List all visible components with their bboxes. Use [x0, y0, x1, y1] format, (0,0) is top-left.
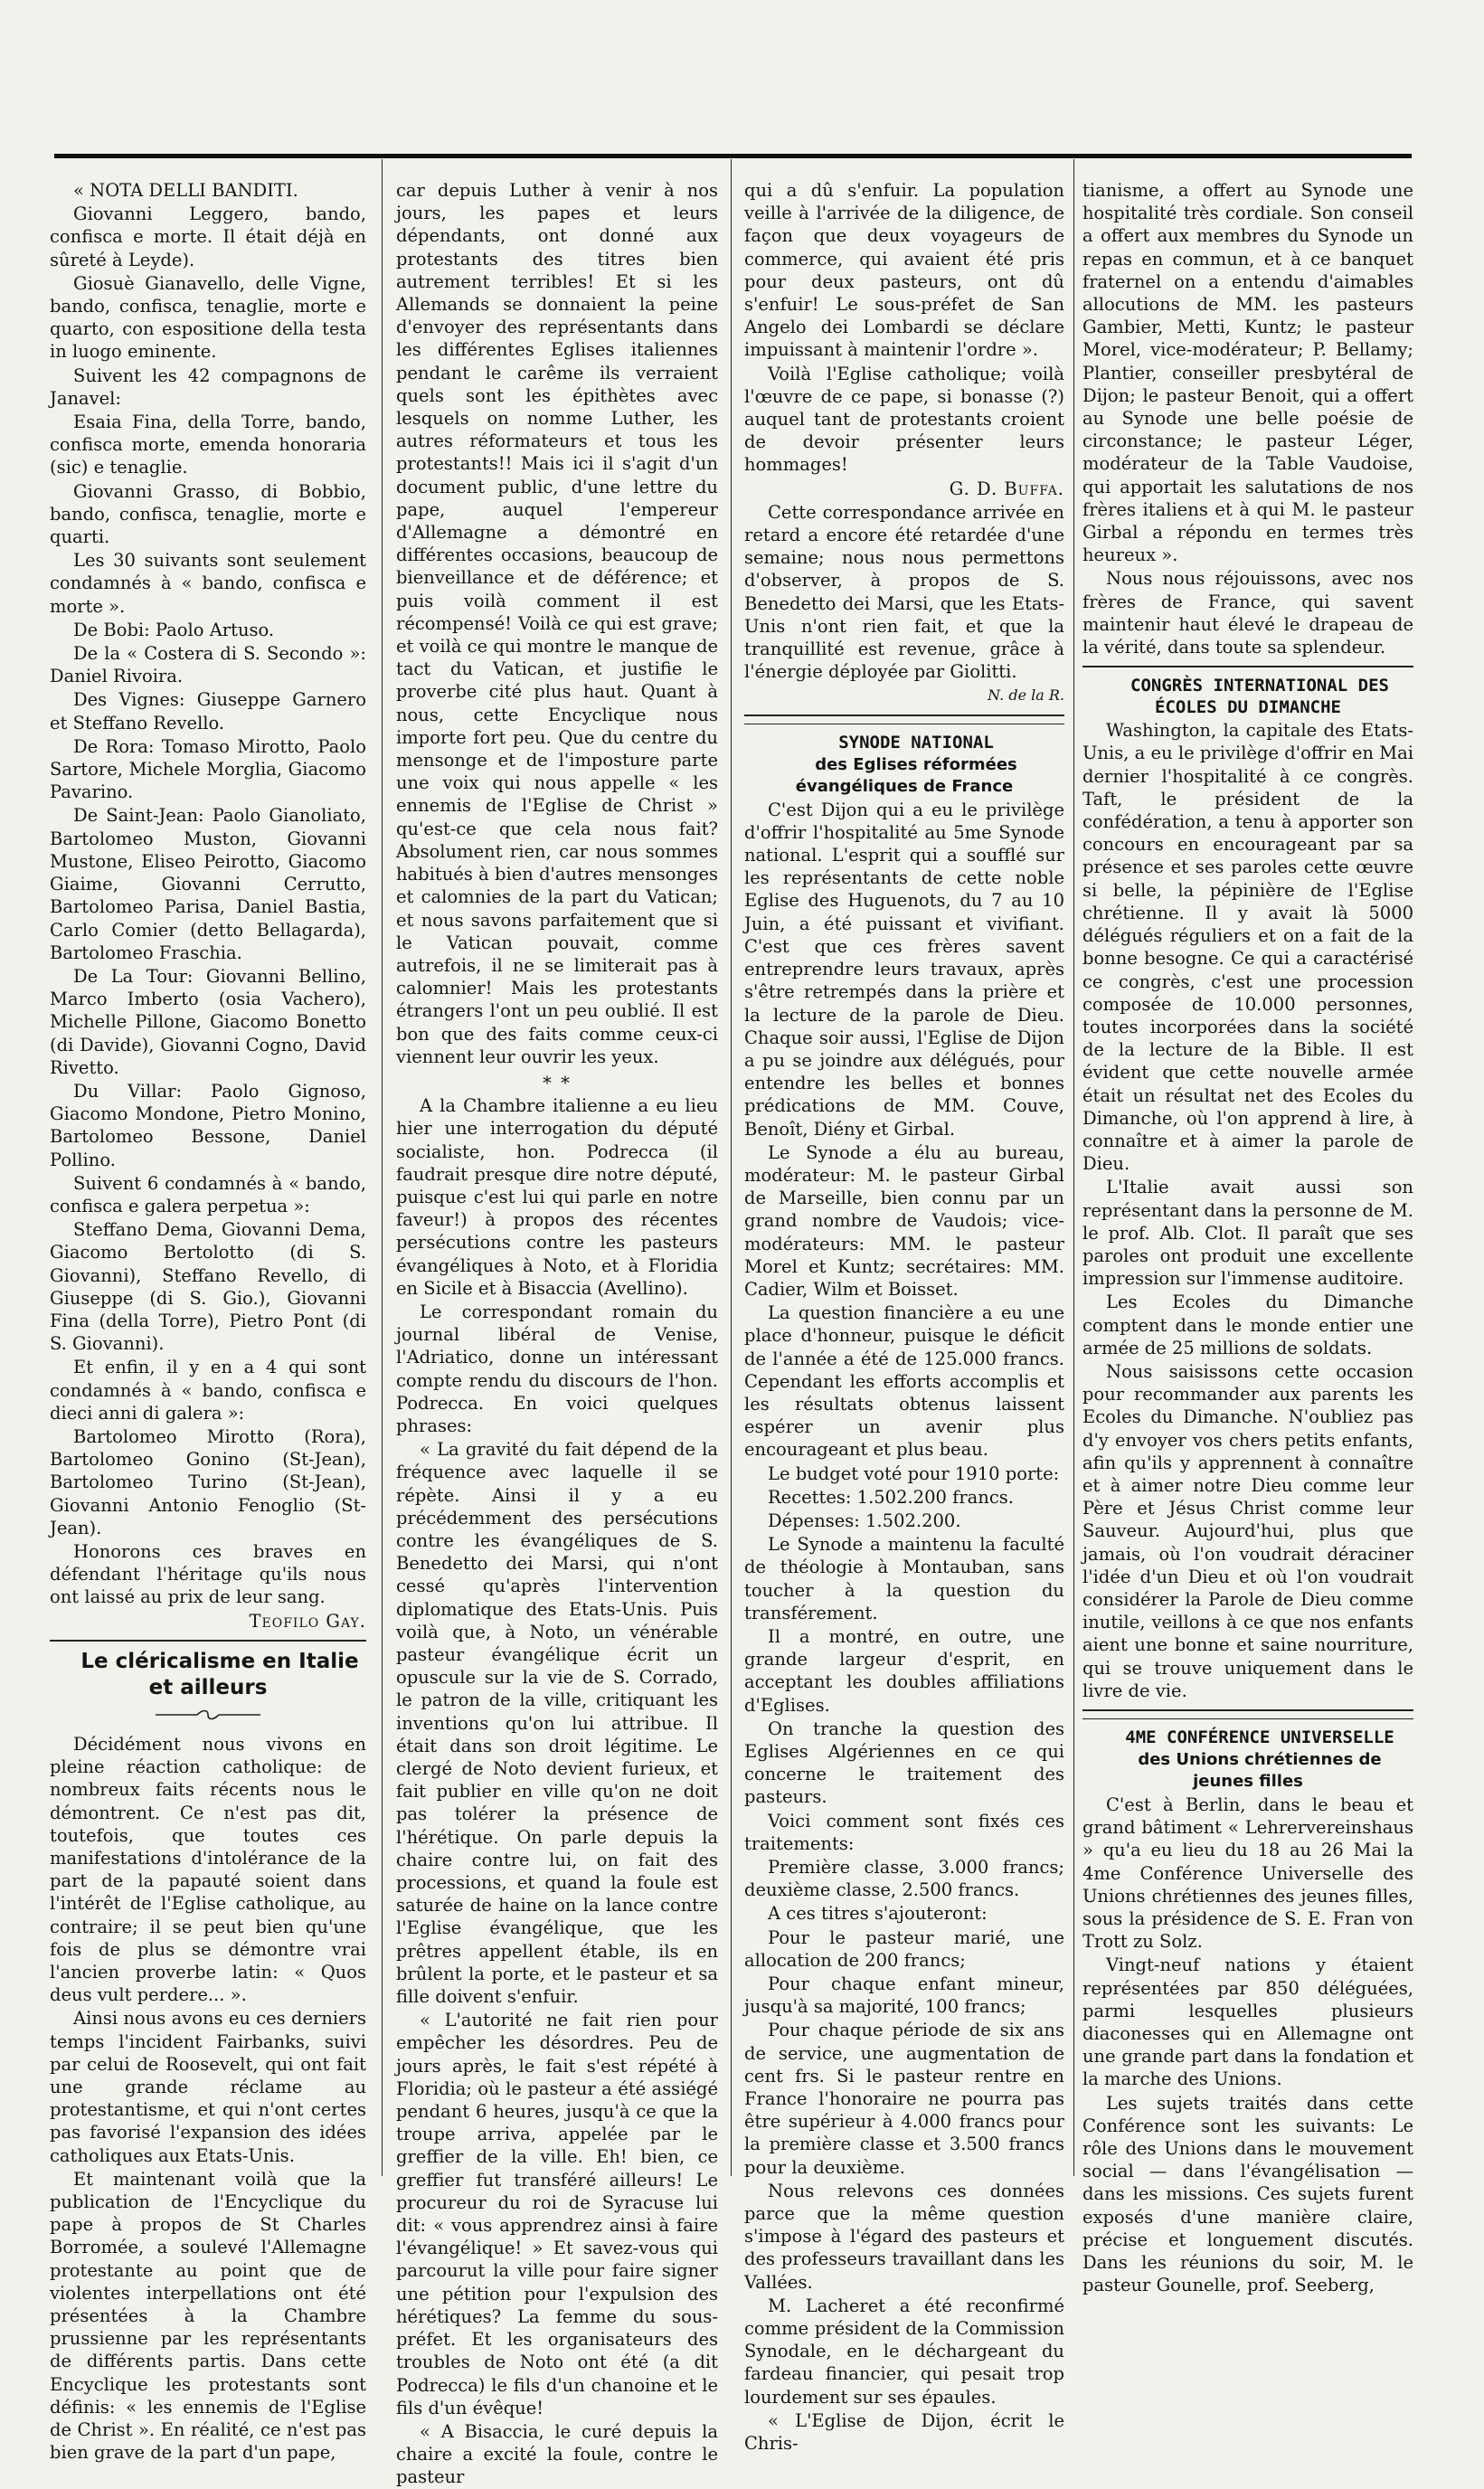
paragraph: Le Synode a élu au bureau, modérateur: M. le pasteur Girbal de Marseille, bien connu par un grand nombre de Vaudois; vice-modérateurs: MM. le pasteur Morel et Kuntz; secrétaires: MM. Cadier, Wilm et Boisset.: [744, 1141, 1064, 1300]
paragraph: Vingt-neuf nations y étaient représentées par 850 déléguées, parmi lesquelles plusieurs diaconesses qui en Allemagne ont une grande part dans la fondation et la marche des Unions.: [1082, 1954, 1413, 2090]
paragraph: Il a montré, en outre, une grande largeur d'esprit, en acceptant les doubles affiliations d'Eglises.: [744, 1625, 1064, 1716]
paragraph: tianisme, a offert au Synode une hospitalité très cordiale. Son conseil a offert aux membres du Synode un repas en commun, et à ce banquet fraternel on a entendu d'aimables allocutions de MM. les pasteurs Gambier, Metti, Kuntz; le pasteur Morel, vice-modérateur; P. Bellamy; Plantier, conseiller presbytéral de Dijon; le pasteur Benoit, qui a offert au Synode une belle poésie de circonstance; le pasteur Léger, modérateur de la Table Vaudoise, qui apportait les salutations de nos frères italiens et à qui M. le pasteur Girbal a répondu en termes très heureux ».: [1082, 180, 1413, 566]
article-heading: 4ME CONFÉRENCE UNIVERSELLE: [1125, 1727, 1394, 1747]
paragraph: Le Synode a maintenu la faculté de théologie à Montauban, sans toucher à la question du transférement.: [744, 1534, 1064, 1623]
paragraph: Décidément nous vivons en pleine réaction catholique: de nombreux faits récents nous le démontrent. Ce n'est pas dit, toutefois, que toutes ces manifestations d'intolérance de la part de la papauté soient dans l'intérêt de l'Eglise catholique, au contraire; il se peut bien qu'une fois de plus se démontre vrai l'ancien proverbe latin: « Quos deus vult perdere... ».: [50, 1734, 366, 2006]
column-1: [50, 179, 366, 2464]
article-heading: Le cléricalisme en Italie et ailleurs: [80, 1649, 359, 1699]
paragraph: Giovanni Leggero, bando, confisca e morte. Il était déjà en sûreté à Leyde).: [50, 203, 366, 270]
paragraph: Nous saisissons cette occasion pour recommander aux parents les Ecoles du Dimanche. N'oubliez pas d'y envoyer vos chers petits enfants, afin qu'ils y apprennent à connaître et à aimer notre Dieu comme leur Père et Jésus Christ comme leur Sauveur. Aujourd'hui, plus que jamais, où l'on voudrait déraciner l'idée d'un Dieu et où l'on voudrait considérer la Parole de Dieu comme inutile, veillons à ce que nos enfants aient une bonne et saine nourriture, qui se trouve uniquement dans le livre de vie.: [1082, 1360, 1413, 1701]
paragraph: De Rora: Tomaso Mirotto, Paolo Sartore, Michele Morglia, Giacomo Pavarino.: [50, 735, 366, 803]
paragraph: Ainsi nous avons eu ces derniers temps l'incident Fairbanks, suivi par celui de Roosevelt, qui ont fait une grande réclame au protestantisme, et qui n'ont certes pas favorisé l'expansion des idées catholiques aux Etats-Unis.: [50, 2008, 366, 2166]
article-subheading: des Eglises réformées évangéliques de France: [795, 754, 1017, 796]
paragraph: Steffano Dema, Giovanni Dema, Giacomo Bertolotto (di S. Giovanni), Steffano Revello, di Giuseppe (di S. Gio.), Giovanni Fina (della Torre), Pietro Pont (di S. Giovanni).: [50, 1219, 366, 1355]
article-subheading: des Unions chrétiennes de jeunes filles: [1138, 1750, 1382, 1791]
paragraph: « L'autorité ne fait rien pour empêcher les désordres. Peu de jours après, le fait s'est répété à Floridia; où le pasteur a été assiégé pendant 6 heures, jusqu'à ce que la troupe arriva, appelée par le greffier de la ville. Eh! bien, ce greffier fut transféré ailleurs! Le procureur du roi de Syracuse lui dit: « vous apprendrez ainsi à faire l'évangélique! » Et savez-vous qui parcourut la ville pour faire signer une pétition pour l'expulsion des hérétiques? La femme du sous-préfet. Et les organisateurs des troubles de Noto ont été (a dit Podrecca) le fils d'un chanoine et le fils d'un évêque!: [396, 2010, 718, 2418]
paragraph: Pour le pasteur marié, une allocation de 200 francs;: [744, 1926, 1064, 1971]
column-2: [396, 179, 718, 2488]
section-rule: [1082, 666, 1413, 667]
paragraph: Voici comment sont fixés ces traitements:: [744, 1810, 1064, 1854]
paragraph: Suivent les 42 compagnons de Janavel:: [50, 364, 366, 409]
paragraph: Voilà l'Eglise catholique; voilà l'œuvre de ce pape, si bonasse (?) auquel tant de protestants croient de devoir présenter leurs hommages!: [744, 363, 1064, 476]
paragraph: Bartolomeo Mirotto (Rora), Bartolomeo Gonino (St-Jean), Bartolomeo Turino (St-Jean), Giovanni Antonio Fenoglio (St-Jean).: [50, 1425, 366, 1538]
paragraph: De La Tour: Giovanni Bellino, Marco Imberto (osia Vachero), Michelle Pillone, Giacomo Bonetto (di Davide), Giovanni Cogno, David Rivetto.: [50, 965, 366, 1078]
paragraph: Le correspondant romain du journal libéral de Venise, l'Adriatico, donne un intéressant compte rendu du discours de l'hon. Podrecca. En voici quelques phrases:: [396, 1301, 718, 1436]
section-rule: [1082, 1718, 1413, 1719]
paragraph: Et enfin, il y en a 4 qui sont condamnés à « bando, confisca e dieci anni di galera »:: [50, 1357, 366, 1424]
column-3: [744, 179, 1064, 2455]
paragraph: A ces titres s'ajouteront:: [768, 1903, 988, 1925]
section-rule: [50, 1640, 366, 1642]
paragraph: Dépenses: 1.502.200.: [768, 1509, 961, 1531]
paragraph: Nous nous réjouissons, avec nos frères de France, qui savent maintenir haut élevé le drapeau de la vérité, dans toute sa splendeur.: [1082, 568, 1413, 658]
section-stars: * *: [543, 1072, 572, 1093]
paragraph: On tranche la question des Eglises Algériennes en ce qui concerne le traitement des pasteurs.: [744, 1718, 1064, 1808]
paragraph: Giovanni Grasso, di Bobbio, bando, confisca, tenaglie, morte e quarti.: [50, 480, 366, 548]
paragraph: Washington, la capitale des Etats-Unis, a eu le privilège d'offrir en Mai dernier l'hospitalité à ce congrès. Taft, le président de la confédération, a tenu à apporter son concours en encourageant par sa présence et ses paroles cette œuvre si belle, la pépinière de l'Eglise chrétienne. Il y avait là 5000 délégués réguliers et on a fait de la bonne besogne. Ce qui a caractérisé ce congrès, c'est une procession composée de 10.000 personnes, toutes incorporées dans la société de la lecture de la Bible. Il est évident que cette nouvelle armée était un résultat net des Ecoles du Dimanche, où l'on apprend à lire, à connaître et à aimer la parole de Dieu.: [1082, 720, 1413, 1175]
paragraph: A la Chambre italienne a eu lieu hier une interrogation du député socialiste, hon. Podrecca (il faudrait presque dire notre député, puisque c'est lui qui parle en notre faveur!) à propos des récentes persécutions contre les pasteurs évangéliques à Noto, et à Floridia en Sicile et à Bisaccia (Avellino).: [396, 1095, 718, 1299]
paragraph: De Saint-Jean: Paolo Gianoliato, Bartolomeo Muston, Giovanni Mustone, Eliseo Peirotto, Giacomo Giaime, Giovanni Cerrutto, Bartolomeo Parisa, Daniel Bastia, Carlo Comier (detto Bellagarda), Bartolomeo Fraschia.: [50, 805, 366, 963]
paragraph: Le budget voté pour 1910 porte:: [768, 1462, 1060, 1484]
paragraph: De Bobi: Paolo Artuso.: [73, 619, 275, 640]
column-4: [1082, 179, 1413, 2296]
paragraph: Les sujets traités dans cette Conférence sont les suivants: Le rôle des Unions dans le mouvement social — dans l'évangélisation — dans les missions. Ces sujets furent exposés d'une manière claire, précise et longuement discutés. Dans les réunions du soir, M. le pasteur Gounelle, prof. Seeberg,: [1082, 2092, 1413, 2296]
paragraph: qui a dû s'enfuir. La population veille à l'arrivée de la diligence, de façon que deux voyageurs de commerce, qui avaient été pris pour deux pasteurs, ont dû s'enfuir! Le sous-préfet de San Angelo dei Lombardi se déclare impuissant à maintenir l'ordre ».: [744, 180, 1064, 361]
paragraph: « L'Eglise de Dijon, écrit le Chris-: [744, 2409, 1064, 2455]
paragraph: Honorons ces braves en défendant l'héritage qu'ils nous ont laissé au prix de leur sang.: [50, 1540, 366, 1608]
signature: G. D. Buffa.: [949, 478, 1064, 499]
paragraph: Recettes: 1.502.200 francs.: [768, 1486, 1014, 1508]
paragraph: Les Ecoles du Dimanche comptent dans le monde entier une armée de 25 millions de soldats.: [1082, 1292, 1413, 1358]
paragraph: Du Villar: Paolo Gignoso, Giacomo Mondone, Pietro Monino, Bartolomeo Bessone, Daniel Pollino.: [50, 1080, 366, 1170]
paragraph: De la « Costera di S. Secondo »: Daniel Rivoira.: [50, 643, 366, 687]
paragraph: M. Lacheret a été reconfirmé comme président de la Commission Synodale, en le déchargeant du fardeau financier, qui pesait trop lourdement sur ses épaules.: [744, 2295, 1064, 2408]
section-rule: [744, 715, 1064, 716]
column-divider: [1073, 159, 1074, 2176]
paragraph: Et maintenant voilà que la publication de l'Encyclique du pape à propos de St Charles Borromée, a soulevé l'Allemagne protestante au point que de violentes interpellations ont été présentées à la Chambre prussienne par les représentants de différents partis. Dans cette Encyclique les protestants sont définis: « les ennemis de l'Eglise de Christ ». En réalité, ce n'est pas bien grave de la part d'un pape,: [50, 2168, 366, 2464]
paragraph: L'Italie avait aussi son représentant dans la personne de M. le prof. Alb. Clot. Il paraît que ses paroles ont produit une excellente impression sur l'immense auditoire.: [1082, 1177, 1413, 1290]
editor-note: N. de la R.: [988, 686, 1064, 705]
paragraph: « La gravité du fait dépend de la fréquence avec laquelle il se répète. Ainsi il y a eu précédemment des persécutions contre les évangéliques de S. Benedetto dei Marsi, qui n'ont cessé qu'après l'intervention diplomatique des Etats-Unis. Puis voilà que, à Noto, un vénérable pasteur évangélique écrit un opuscule sur la vie de S. Corrado, le patron de la ville, critiquant les inventions qu'on lui attribue. Il était dans son droit légitime. Le clergé de Noto devient furieux, et fait publier en ville qu'on ne doit pas tolérer la présence de l'hérétique. On parle depuis la chaire contre lui, on fait des processions, et quand la foule est saturée de haine on la lance contre l'Eglise évangélique, que les prêtres appellent étable, ils en brûlent la porte, et le pasteur et sa fille doivent s'enfuir.: [396, 1439, 718, 2008]
article-heading: SYNODE NATIONAL: [838, 732, 994, 752]
section-rule: [1082, 1709, 1413, 1711]
paragraph: La question financière a eu une place d'honneur, puisque le déficit de l'année a été de 125.000 francs. Cependant les efforts accomplis et les résultats obtenus laissent espérer un avenir plus encourageant et plus beau.: [744, 1302, 1064, 1461]
ornament-divider: [50, 1703, 366, 1726]
column-divider: [731, 159, 732, 2176]
paragraph: C'est à Berlin, dans le beau et grand bâtiment « Lehrervereinshaus » qu'a eu lieu du 18 au 26 Mai la 4me Conférence Universelle des Unions chrétiennes des jeunes filles, sous la présidence de S. E. Fran von Trott zu Solz.: [1082, 1794, 1413, 1953]
paragraph: Suivent 6 condamnés à « bando, confisca e galera perpetua »:: [50, 1172, 366, 1216]
column-divider: [382, 159, 383, 2176]
paragraph: Cette correspondance arrivée en retard a encore été retardée d'une semaine; nous nous permettons d'observer, à propos de S. Benedetto dei Marsi, que les Etats-Unis n'ont rien fait, et que la tranquillité est revenue, grâce à l'énergie déployée par Giolitti.: [744, 501, 1064, 683]
paragraph: Les 30 suivants sont seulement condamnés à « bando, confisca e morte ».: [50, 550, 366, 617]
paragraph: Giosuè Gianavello, delle Vigne, bando, confisca, tenaglie, morte e quarto, con espositione della testa in luogo eminente.: [50, 272, 366, 363]
paragraph: Pour chaque enfant mineur, jusqu'à sa majorité, 100 francs;: [744, 1973, 1064, 2018]
paragraph: Pour chaque période de six ans de service, une augmentation de cent frs. Si le pasteur rentre en France l'honoraire ne pourra pas être supérieur à 4.000 francs pour la première classe et 3.500 francs pour la deuxième.: [744, 2020, 1064, 2178]
top-rule: [54, 154, 1412, 158]
paragraph: Nous relevons ces données parce que la même question s'impose à l'égard des pasteurs et des professeurs travaillant dans les Vallées.: [744, 2180, 1064, 2293]
paragraph: C'est Dijon qui a eu le privilège d'offrir l'hospitalité au 5me Synode national. L'esprit qui a soufflé sur les représentants de cette noble Eglise des Huguenots, du 7 au 10 Juin, a été puissant et vivifiant. C'est que ces frères savent entreprendre leurs travaux, après s'être retrempés dans la prière et la lecture de la parole de Dieu. Chaque soir aussi, l'Eglise de Dijon a pu se joindre aux délégués, pour entendre les belles et bonnes prédications de MM. Couve, Benoît, Diény et Girbal.: [744, 799, 1064, 1140]
paragraph: « A Bisaccia, le curé depuis la chaire a excité la foule, contre le pasteur: [396, 2420, 718, 2488]
article-heading: CONGRÈS INTERNATIONAL DES ÉCOLES DU DIMANCHE: [1130, 676, 1389, 718]
signature: Teofilo Gay.: [249, 1610, 366, 1632]
paragraph: Première classe, 3.000 francs; deuxième classe, 2.500 francs.: [744, 1857, 1064, 1901]
paragraph: Des Vignes: Giuseppe Garnero et Steffano Revello.: [50, 689, 366, 733]
paragraph: « NOTA DELLI BANDITI.: [73, 180, 298, 201]
paragraph: Esaia Fina, della Torre, bando, confisca morte, emenda honoraria (sic) e tenaglie.: [50, 412, 366, 478]
paragraph: car depuis Luther à venir à nos jours, les papes et leurs dépendants, ont donné aux protestants des titres bien autrement terribles! Et si les Allemands se donnaient la peine d'envoyer des représentants dans les différentes Eglises italiennes pendant le carême ils verraient quels sont les épithètes avec lesquels on nomme Luther, les autres réformateurs et tous les protestants!! Mais ici il s'agit d'un document public, d'une lettre du pape, auquel l'empereur d'Allemagne a démontré en différentes occasions, beaucoup de bienveillance et de déférence; et puis voilà comment il est récompensé! Voilà ce qui est grave; et voilà ce qui montre le manque de tact du Vatican, et justifie le proverbe cité plus haut. Quant à nous, cette Encyclique nous importe fort peu. Que du centre du mensonge et de l'imposture parte une voix qui nous appelle « les ennemis de l'Eglise de Christ » qu'est-ce que cela nous fait? Absolument rien, car nous sommes habitués à bien d'autres mensonges et calomnies de la part du Vatican; et nous savons parfaitement que si le Vatican pouvait, comme autrefois, il ne se limiterait pas à calomnier! Mais les protestants étrangers l'ont un peu oublié. Il est bon que des faits comme ceux-ci viennent leur ouvrir les yeux.: [396, 180, 718, 1067]
